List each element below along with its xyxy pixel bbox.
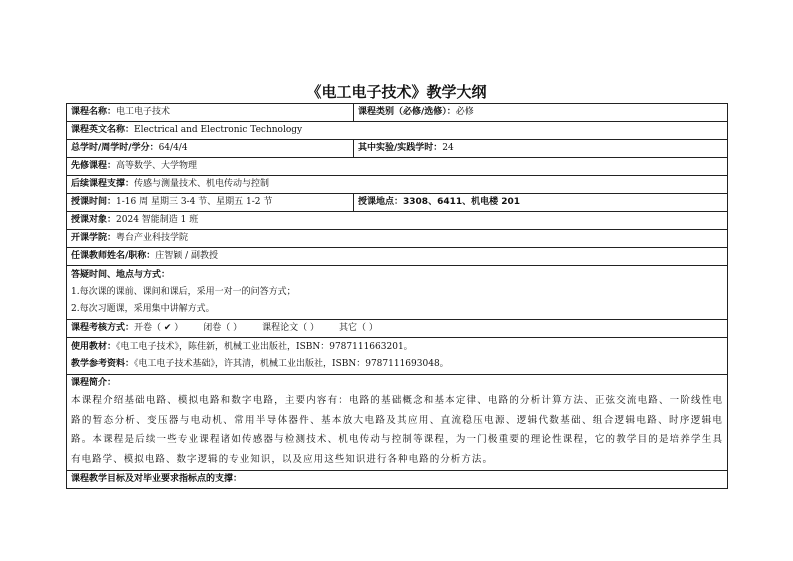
prerequisite-cell	[67, 158, 728, 176]
label: 先修课程：	[71, 161, 117, 171]
label: 后续课程支撑：	[71, 179, 135, 189]
course-name-cell	[67, 104, 354, 122]
qa-line: 1.每次课的课前、课间和课后，采用一对一的问答方式；	[71, 287, 296, 297]
label: 其中实验/实践学时：	[358, 143, 443, 153]
intro-cell	[67, 375, 728, 471]
teacher-cell	[67, 248, 728, 266]
course-type-cell	[354, 104, 728, 122]
college-cell	[67, 230, 728, 248]
course-name: 电工电子技术	[116, 107, 171, 117]
syllabus-table	[66, 103, 728, 489]
class-place: 3308、6411、机电楼 201	[403, 197, 521, 207]
label: 使用教材：	[71, 342, 117, 352]
label: 课程教学目标及对毕业要求指标点的支撑：	[71, 474, 243, 484]
course-type: 必修	[455, 107, 474, 117]
lab-hours-cell	[354, 140, 728, 158]
goals-cell	[67, 471, 728, 489]
hours-cell	[67, 140, 354, 158]
exam-open: 开卷（ ✔ ）	[134, 323, 184, 333]
label: 开课学院：	[71, 233, 117, 243]
label: 课程名称：	[71, 107, 117, 117]
follow-up-courses: 传感与测量技术、机电传动与控制	[134, 179, 270, 189]
english-name: Electrical and Electronic Technology	[134, 125, 303, 135]
exam-paper: 课程论文（ ）	[262, 323, 320, 333]
english-name-cell	[67, 122, 728, 140]
label: 课程类别（必修/选修）：	[358, 107, 456, 117]
page-title: 《电工电子技术》教学大纲	[306, 83, 487, 101]
place-cell	[354, 194, 728, 212]
time-cell	[67, 194, 354, 212]
textbook: 《电工电子技术》，陈佳新，机械工业出版社，ISBN：9787111663201。	[116, 342, 413, 352]
label: 总学时/周学时/学分：	[71, 143, 159, 153]
qa-cell	[67, 266, 728, 320]
teacher: 庄智颖 / 副教授	[155, 251, 219, 261]
label: 教学参考资料：	[71, 359, 135, 369]
class-time: 1-16 周 星期三 3-4 节、星期五 1-2 节	[116, 197, 273, 207]
prerequisites: 高等数学、大学物理	[116, 161, 198, 171]
label: 授课时间：	[71, 197, 117, 207]
target-cell	[67, 212, 728, 230]
course-intro: 本课程介绍基础电路、模拟电路和数字电路，主要内容有：电路的基础概念和基本定律、电路的分析计算方法、正弦交流电路、一阶线性电路的暂态分析、变压器与电动机、常用半导体器件、基本放大电路及其应用、直流稳压电源、逻辑代数基础、组合逻辑电路、时序逻辑电路。本课程是后续一些专业课程诸如传感器与检测技术、机电传动与控制等课程，为一门极重要的理论性课程，它的教学目的是培养学生具有电路学、模拟电路、数字逻辑的专业知识，以及应用这些知识进行各种电路的分析方法。	[71, 395, 723, 465]
label: 授课地点：	[358, 197, 404, 207]
label: 课程英文名称：	[71, 125, 135, 135]
label: 任课教师姓名/职称：	[71, 251, 156, 261]
label: 课程简介：	[71, 378, 117, 388]
books-cell	[67, 338, 728, 375]
label: 课程考核方式：	[71, 323, 135, 333]
college: 粤台产业科技学院	[116, 233, 189, 243]
reference: 《电工电子技术基础》，许其清，机械工业出版社，ISBN：9787111693048。	[134, 359, 449, 369]
follow-up-cell	[67, 176, 728, 194]
target-class: 2024 智能制造 1 班	[116, 215, 199, 225]
exam-other: 其它（ ）	[339, 323, 378, 333]
exam-cell	[67, 320, 728, 338]
exam-closed: 闭卷（ ）	[203, 323, 243, 333]
label: 答疑时间、地点与方式：	[71, 270, 171, 280]
label: 授课对象：	[71, 215, 117, 225]
hours: 64/4/4	[158, 143, 188, 153]
lab-hours: 24	[442, 143, 454, 153]
qa-line: 2.每次习题课，采用集中讲解方式。	[71, 304, 215, 314]
